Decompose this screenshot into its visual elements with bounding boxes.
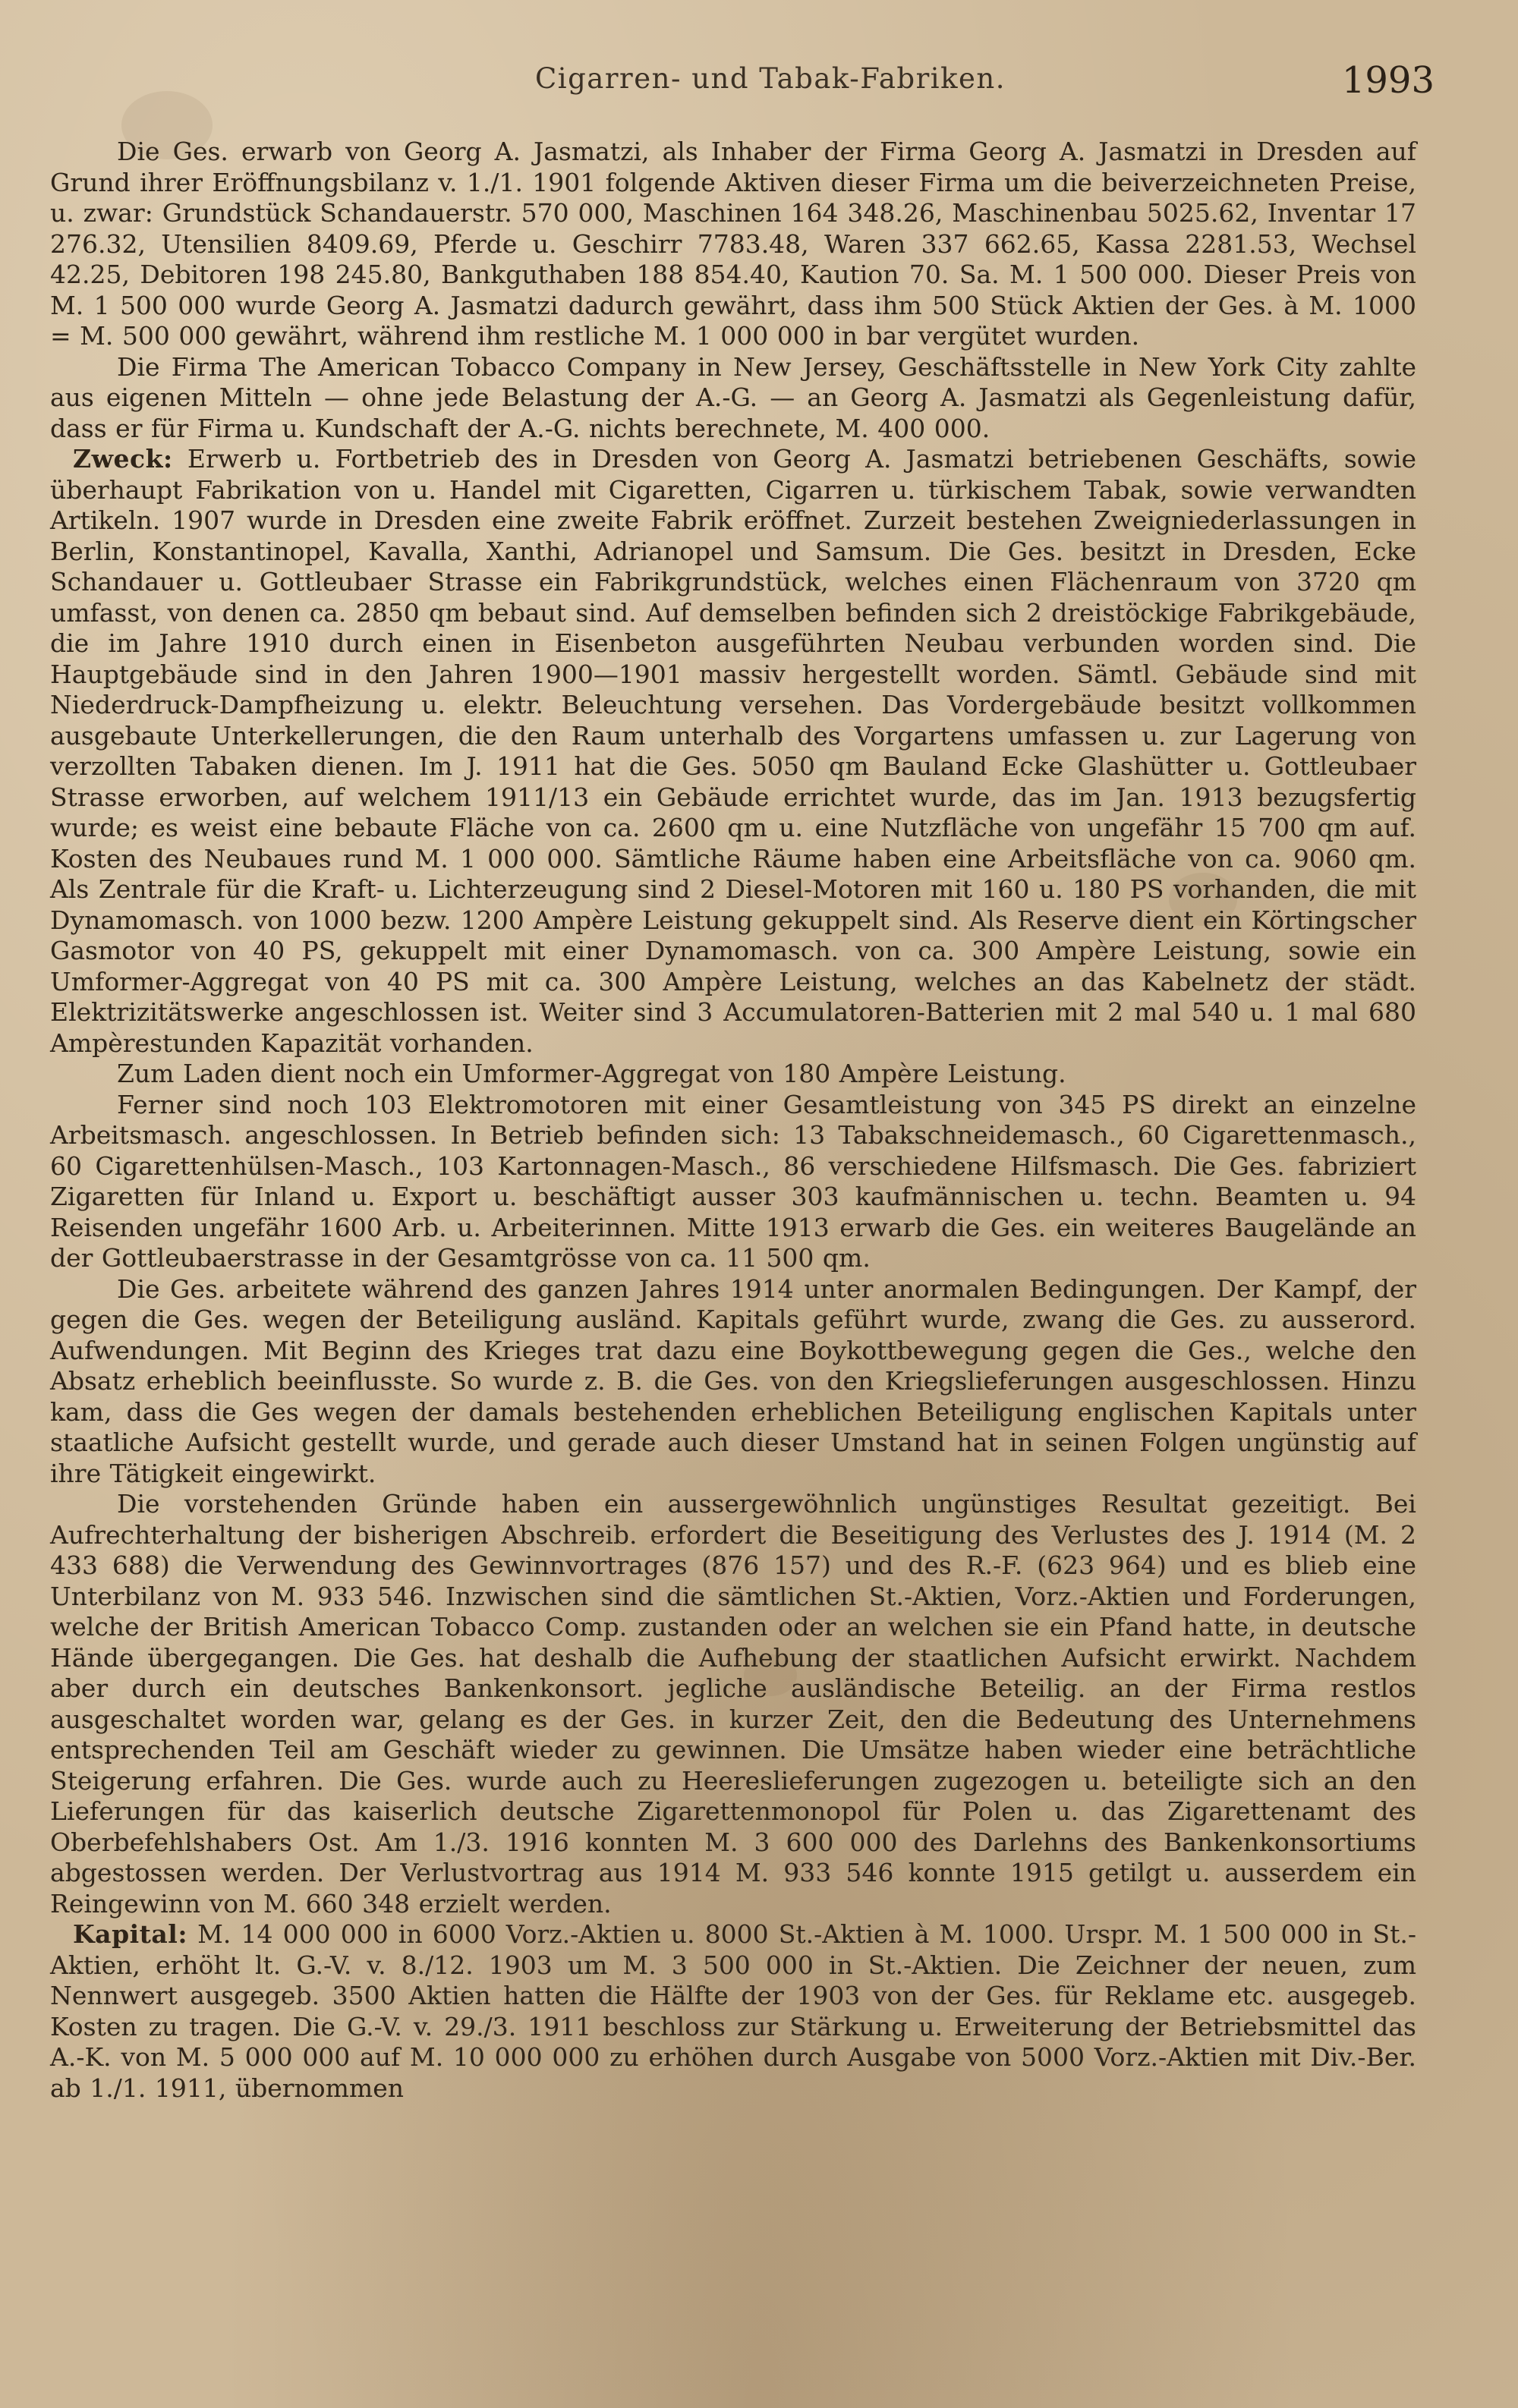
paragraph-text: Ferner sind noch 103 Elektromotoren mit einer Gesamtleistung von 345 PS direkt an einzelne Arbeitsmasch. angeschlossen. In Betrieb befinden sich: 13 Tabakschneidemasch., 60 Cigarettenmasch., 60 Cigarettenhülsen-Masch., 103 Kartonnagen-Masch., 86 verschiedene Hilfsmasch. Die Ges. fabriziert Zigaretten für Inland u. Export u. beschäftigt ausser 303 kaufmännischen u. techn. Beamten u. 94 Reisenden ungefähr 1600 Arb. u. Arbeiterinnen. Mitte 1913 erwarb die Ges. ein weiteres Baugelände an der Gottleubaerstrasse in der Gesamtgrösse von ca. 11 500 qm. [50,1089,1416,1273]
paragraph-american-tobacco [50,352,1416,445]
paragraph-text: Die vorstehenden Gründe haben ein aussergewöhnlich ungünstiges Resultat gezeitigt. Bei Aufrechterhaltung der bisherigen Abschreib. erfordert die Beseitigung des Verlustes des J. 1914 (M. 2 433 688) die Verwendung des Gewinnvortrages (876 157) und des R.-F. (623 964) und es blieb eine Unterbilanz von M. 933 546. Inzwischen sind die sämtlichen St.-Aktien, Vorz.-Aktien und Forderungen, welche der British American Tobacco Comp. zustanden oder an welchen sie ein Pfand hatte, in deutsche Hände übergegangen. Die Ges. hat deshalb die Aufhebung der staatlichen Aufsicht erwirkt. Nachdem aber durch ein deutsches Bankenkonsort. jegliche ausländische Beteilig. an der Firma restlos ausgeschaltet worden war, gelang es der Ges. in kurzer Zeit, den die Bedeutung des Unternehmens entsprechenden Teil am Geschäft wieder zu gewinnen. Die Umsätze haben wieder eine beträchtliche Steigerung erfahren. Die Ges. wurde auch zu Heereslieferungen zugezogen u. beteiligte sich an den Lieferungen für das kaiserlich deutsche Zigarettenmonopol für Polen u. das Zigarettenamt des Oberbefehlshabers Ost. Am 1./3. 1916 konnten M. 3 600 000 des Darlehns des Bankenkonsortiums abgestossen werden. Der Verlustvortrag aus 1914 M. 933 546 konnte 1915 getilgt u. ausserdem ein Reingewinn von M. 660 348 erzielt werden. [50,1489,1416,1919]
paragraph-text: Die Ges. erwarb von Georg A. Jasmatzi, als Inhaber der Firma Georg A. Jasmatzi in Dresden auf Grund ihrer Eröffnungsbilanz v. 1./1. 1901 folgende Aktiven dieser Firma um die beiverzeichneten Preise, u. zwar: Grundstück Schandauerstr. 570 000, Maschinen 164 348.26, Maschinenbau 5025.62, Inventar 17 276.32, Utensilien 8409.69, Pferde u. Geschirr 7783.48, Waren 337 662.65, Kassa 2281.53, Wechsel 42.25, Debitoren 198 245.80, Bankguthaben 188 854.40, Kaution 70. Sa. M. 1 500 000. Dieser Preis von M. 1 500 000 wurde Georg A. Jasmatzi dadurch gewährt, dass ihm 500 Stück Aktien der Ges. à M. 1000 = M. 500 000 gewährt, während ihm restliche M. 1 000 000 in bar vergütet wurden. [50,137,1416,351]
page-number: 1993 [1341,59,1435,102]
paragraph-1914 [50,1274,1416,1490]
paragraph-text: M. 14 000 000 in 6000 Vorz.-Aktien u. 8000 St.-Aktien à M. 1000. Urspr. M. 1 500 000 in St.-Aktien, erhöht lt. G.-V. v. 8./12. 1903 um M. 3 500 000 in St.-Aktien. Die Zeichner der neuen, zum Nennwert ausgegeb. 3500 Aktien hatten die Hälfte der 1903 von der Ges. für Reklame etc. ausgegeb. Kosten zu tragen. Die G.-V. v. 29./3. 1911 beschloss zur Stärkung u. Erweiterung der Betriebsmittel das A.-K. von M. 5 000 000 auf M. 10 000 000 zu erhöhen durch Ausgabe von 5000 Vorz.-Aktien mit Div.-Ber. ab 1./1. 1911, übernommen [50,1919,1416,2103]
section-label-kapital: Kapital: [73,1919,188,1949]
paragraph-text: Die Ges. arbeitete während des ganzen Jahres 1914 unter anormalen Bedingungen. Der Kampf, der gegen die Ges. wegen der Beteiligung ausländ. Kapitals geführt wurde, zwang die Ges. zu ausserord. Aufwendungen. Mit Beginn des Krieges trat dazu eine Boykottbewegung gegen die Ges., welche den Absatz erheblich beeinflusste. So wurde z. B. die Ges. von den Kriegslieferungen ausgeschlossen. Hinzu kam, dass die Ges wegen der damals bestehenden erheblichen Beteiligung englischen Kapitals unter staatliche Aufsicht gestellt wurde, und gerade auch dieser Umstand hat in seinen Folgen ungünstig auf ihre Tätigkeit eingewirkt. [50,1273,1416,1488]
section-label-zweck: Zweck: [73,444,173,474]
running-title: Cigarren- und Tabak-Fabriken. [534,62,1006,95]
paragraph-elektromotoren [50,1090,1416,1274]
paragraph-text: Erwerb u. Fortbetrieb des in Dresden von Georg A. Jasmatzi betriebenen Geschäfts, sowie überhaupt Fabrikation von u. Handel mit Cigaretten, Cigarren u. türkischem Tabak, sowie verwandten Artikeln. 1907 wurde in Dresden eine zweite Fabrik eröffnet. Zurzeit bestehen Zweigniederlassungen in Berlin, Konstantinopel, Kavalla, Xanthi, Adrianopel und Samsum. Die Ges. besitzt in Dresden, Ecke Schandauer u. Gottleubaer Strasse ein Fabrikgrundstück, welches einen Flächenraum von 3720 qm umfasst, von denen ca. 2850 qm bebaut sind. Auf demselben befinden sich 2 dreistöckige Fabrikgebäude, die im Jahre 1910 durch einen in Eisenbeton ausgeführten Neubau verbunden worden sind. Die Hauptgebäude sind in den Jahren 1900—1901 massiv hergestellt worden. Sämtl. Gebäude sind mit Niederdruck-Dampfheizung u. elektr. Beleuchtung versehen. Das Vordergebäude besitzt vollkommen ausgebaute Unterkellerungen, die den Raum unterhalb des Vorgartens umfassen u. zur Lagerung von verzollten Tabaken dienen. Im J. 1911 hat die Ges. 5050 qm Bauland Ecke Glashütter u. Gottleubaer Strasse erworben, auf welchem 1911/13 ein Gebäude errichtet wurde, das im Jan. 1913 bezugsfertig wurde; es weist eine bebaute Fläche von ca. 2600 qm u. eine Nutzfläche von ungefähr 15 700 qm auf. Kosten des Neubaues rund M. 1 000 000. Sämtliche Räume haben eine Arbeitsfläche von ca. 9060 qm. Als Zentrale für die Kraft- u. Lichterzeugung sind 2 Diesel-Motoren mit 160 u. 180 PS vorhanden, die mit Dynamomasch. von 1000 bezw. 1200 Ampère Leistung gekuppelt sind. Als Reserve dient ein Körtingscher Gasmotor von 40 PS, gekuppelt mit einer Dynamomasch. von ca. 300 Ampère Leistung, sowie ein Umformer-Aggregat von 40 PS mit ca. 300 Ampère Leistung, welches an das Kabelnetz der städt. Elektrizitätswerke angeschlossen ist. Weiter sind 3 Accumulatoren-Batterien mit 2 mal 540 u. 1 mal 680 Ampèrestunden Kapazität vorhanden. [50,444,1416,1058]
paragraph-text: Die Firma The American Tobacco Company in New Jersey, Geschäftsstelle in New York City zahlte aus eigenen Mitteln — ohne jede Belastung der A.-G. — an Georg A. Jasmatzi als Gegenleistung dafür, dass er für Firma u. Kundschaft der A.-G. nichts berechnete, M. 400 000. [50,351,1416,443]
paragraph-acquisition [50,137,1416,352]
body-text [50,137,1416,2104]
paragraph-umformer [50,1059,1416,1090]
paragraph-zweck [50,444,1416,1059]
page-header [106,59,1435,108]
paragraph-text: Zum Laden dient noch ein Umformer-Aggregat von 180 Ampère Leistung. [117,1059,1066,1088]
paragraph-kapital [50,1919,1416,2104]
paragraph-resultat [50,1489,1416,1919]
